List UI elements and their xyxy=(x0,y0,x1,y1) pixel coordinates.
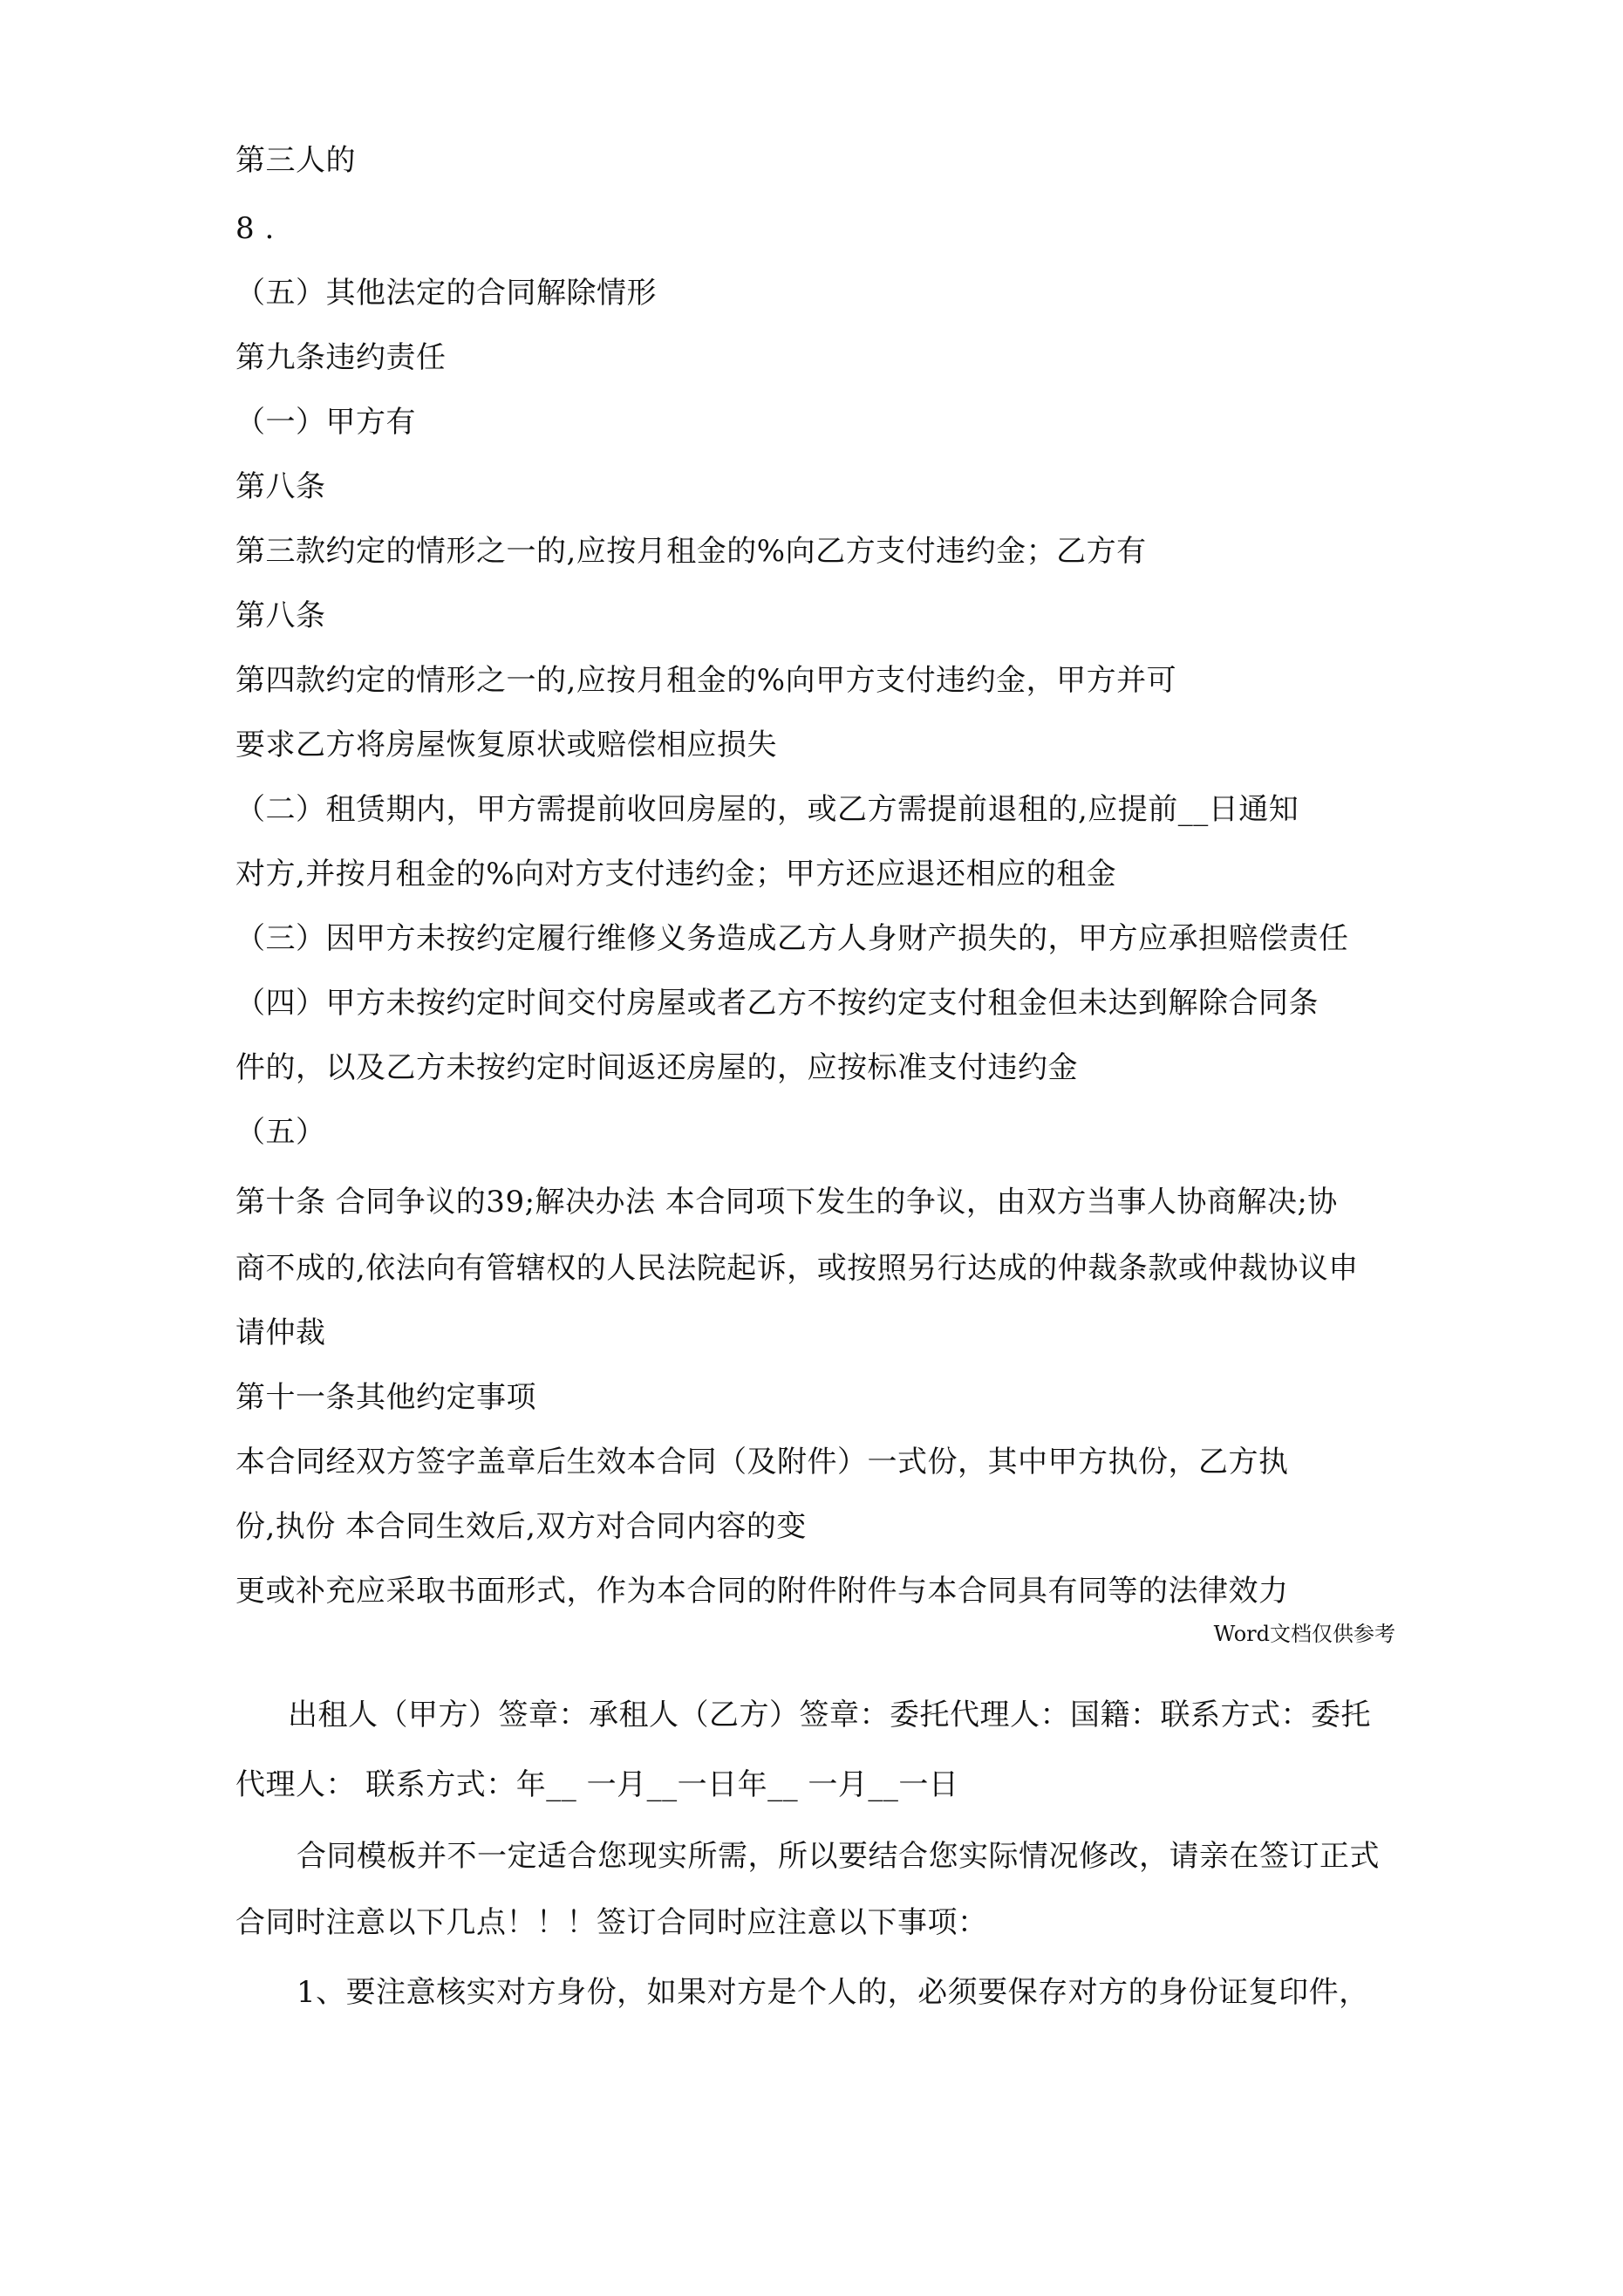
doc-line: （二）租赁期内，甲方需提前收回房屋的，或乙方需提前退租的,应提前__日通知 xyxy=(235,792,1299,827)
doc-line: 份,执份 本合同生效后,双方对合同内容的变 xyxy=(235,1509,807,1544)
doc-line: 本合同经双方签字盖章后生效本合同（及附件）一式份，其中甲方执份，乙方执 xyxy=(235,1445,1289,1479)
notice-line: 1、要注意核实对方身份，如果对方是个人的，必须要保存对方的身份证复印件， xyxy=(297,1975,1369,2010)
doc-line: 要求乙方将房屋恢复原状或赔偿相应损失 xyxy=(235,728,777,762)
doc-line: （四）甲方未按约定时间交付房屋或者乙方不按约定支付租金但未达到解除合同条 xyxy=(235,986,1319,1021)
doc-line: 8 . xyxy=(235,211,275,246)
doc-line: 第八条 xyxy=(235,469,326,504)
doc-line: 第十一条其他约定事项 xyxy=(235,1380,536,1415)
doc-line: （五） xyxy=(235,1115,326,1150)
doc-line: 第三人的 xyxy=(235,143,356,178)
doc-line: （五）其他法定的合同解除情形 xyxy=(235,276,657,311)
doc-line: 件的，以及乙方未按约定时间返还房屋的，应按标准支付违约金 xyxy=(235,1050,1078,1085)
doc-line: （三）因甲方未按约定履行维修义务造成乙方人身财产损失的，甲方应承担赔偿责任 xyxy=(235,921,1349,956)
notice-line: 合同模板并不一定适合您现实所需，所以要结合您实际情况修改，请亲在签订正式 xyxy=(297,1839,1380,1874)
signature-line: 代理人： 联系方式：年__ 一月__一日年__ 一月__一日 xyxy=(235,1767,959,1802)
doc-line: 第三款约定的情形之一的,应按月租金的%向乙方支付违约金；乙方有 xyxy=(235,534,1147,569)
notice-line: 合同时注意以下几点！！！签订合同时应注意以下事项： xyxy=(235,1905,988,1940)
doc-line: 对方,并按月租金的%向对方支付违约金；甲方还应退还相应的租金 xyxy=(235,857,1117,892)
doc-line: 第九条违约责任 xyxy=(235,340,447,375)
footer-note: Word文档仅供参考 xyxy=(1213,1622,1395,1646)
signature-line: 出租人（甲方）签章：承租人（乙方）签章：委托代理人：国籍：联系方式：委托 xyxy=(288,1698,1371,1732)
doc-line: 第十条 合同争议的39;解决办法 本合同项下发生的争议，由双方当事人协商解决;协 xyxy=(235,1185,1338,1220)
doc-line: 第四款约定的情形之一的,应按月租金的%向甲方支付违约金，甲方并可 xyxy=(235,663,1177,698)
doc-line: （一）甲方有 xyxy=(235,405,416,440)
doc-line: 更或补充应采取书面形式，作为本合同的附件附件与本合同具有同等的法律效力 xyxy=(235,1574,1289,1609)
doc-line: 商不成的,依法向有管辖权的人民法院起诉，或按照另行达成的仲裁条款或仲裁协议申 xyxy=(235,1251,1359,1286)
doc-line: 第八条 xyxy=(235,598,326,633)
doc-line: 请仲裁 xyxy=(235,1315,326,1350)
